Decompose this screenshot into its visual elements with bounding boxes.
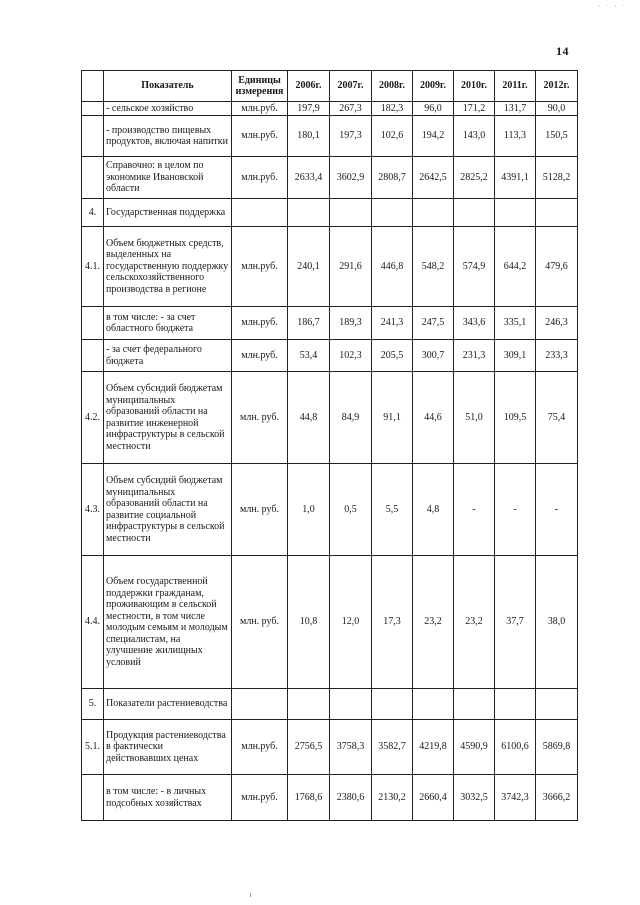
row-label: в том числе: - за счет областного бюджета (104, 307, 232, 340)
row-value: 309,1 (495, 340, 536, 372)
row-value: - (454, 464, 495, 556)
row-value: 96,0 (413, 102, 454, 116)
row-value: 4391,1 (495, 157, 536, 199)
row-value (454, 689, 495, 720)
row-value: 5869,8 (536, 720, 578, 775)
row-value: 574,9 (454, 227, 495, 307)
row-value: 3032,5 (454, 775, 495, 821)
row-value: 102,6 (372, 116, 413, 157)
header-year-2006: 2006г. (288, 71, 330, 102)
table-row (82, 372, 578, 464)
row-value (288, 199, 330, 227)
row-value: 3742,3 (495, 775, 536, 821)
row-value: 6100,6 (495, 720, 536, 775)
table-row (82, 307, 578, 340)
header-year-2011: 2011г. (495, 71, 536, 102)
row-value: 53,4 (288, 340, 330, 372)
row-value: 186,7 (288, 307, 330, 340)
header-year-2008: 2008г. (372, 71, 413, 102)
row-value (288, 689, 330, 720)
row-value: 91,1 (372, 372, 413, 464)
row-unit: млн.руб. (232, 102, 288, 116)
row-value: 3582,7 (372, 720, 413, 775)
row-value: 44,8 (288, 372, 330, 464)
row-value: 2660,4 (413, 775, 454, 821)
row-value: - (495, 464, 536, 556)
row-value: 231,3 (454, 340, 495, 372)
row-value: 38,0 (536, 556, 578, 689)
row-value: 17,3 (372, 556, 413, 689)
row-index: 4. (82, 199, 104, 227)
row-value: 548,2 (413, 227, 454, 307)
table-row (82, 720, 578, 775)
row-index (82, 340, 104, 372)
row-value (330, 689, 372, 720)
table-row (82, 464, 578, 556)
row-value: 189,3 (330, 307, 372, 340)
table-body (82, 102, 578, 821)
row-value: 197,9 (288, 102, 330, 116)
row-value: 1768,6 (288, 775, 330, 821)
row-value: 113,3 (495, 116, 536, 157)
row-value: 2825,2 (454, 157, 495, 199)
row-value: 446,8 (372, 227, 413, 307)
row-label: - сельское хозяйство (104, 102, 232, 116)
row-value: 150,5 (536, 116, 578, 157)
row-unit: млн.руб. (232, 157, 288, 199)
row-value: 4,8 (413, 464, 454, 556)
header-indicator: Показатель (104, 71, 232, 102)
table-row (82, 116, 578, 157)
corner-mark: ‘ ˙ ‘ ˙ (598, 4, 627, 12)
row-label: Продукция растениеводства в фактически действовавших ценах (104, 720, 232, 775)
row-value: 2380,6 (330, 775, 372, 821)
row-value: 12,0 (330, 556, 372, 689)
row-unit: млн.руб. (232, 116, 288, 157)
row-value: 197,3 (330, 116, 372, 157)
row-value (413, 689, 454, 720)
row-value: 2756,5 (288, 720, 330, 775)
row-label: Объем субсидий бюджетам муниципальных образований области на развитие социальной инфраструктуры в сельской местности (104, 464, 232, 556)
row-value: 84,9 (330, 372, 372, 464)
page-number: 14 (556, 44, 569, 58)
row-value: 205,5 (372, 340, 413, 372)
row-value (454, 199, 495, 227)
row-index (82, 102, 104, 116)
header-year-2012: 2012г. (536, 71, 578, 102)
row-label: - производство пищевых продуктов, включая напитки (104, 116, 232, 157)
row-value: 10,8 (288, 556, 330, 689)
row-value: 2808,7 (372, 157, 413, 199)
row-value: 5,5 (372, 464, 413, 556)
row-value: 23,2 (413, 556, 454, 689)
row-label: в том числе: - в личных подсобных хозяйствах (104, 775, 232, 821)
row-unit (232, 199, 288, 227)
row-unit (232, 689, 288, 720)
row-value: 23,2 (454, 556, 495, 689)
row-value (372, 199, 413, 227)
row-value (413, 199, 454, 227)
row-index: 5.1. (82, 720, 104, 775)
table-row (82, 775, 578, 821)
table-row (82, 157, 578, 199)
row-index: 4.2. (82, 372, 104, 464)
row-value: 75,4 (536, 372, 578, 464)
row-value: 246,3 (536, 307, 578, 340)
table-row (82, 199, 578, 227)
row-value: 343,6 (454, 307, 495, 340)
row-unit: млн.руб. (232, 340, 288, 372)
row-value: 233,3 (536, 340, 578, 372)
row-value (372, 689, 413, 720)
table-row (82, 227, 578, 307)
row-value: 131,7 (495, 102, 536, 116)
row-label: - за счет федерального бюджета (104, 340, 232, 372)
row-unit: млн.руб. (232, 307, 288, 340)
row-value (536, 689, 578, 720)
row-value: 291,6 (330, 227, 372, 307)
header-year-2010: 2010г. (454, 71, 495, 102)
row-index: 5. (82, 689, 104, 720)
row-value: - (536, 464, 578, 556)
row-unit: млн.руб. (232, 720, 288, 775)
row-value: 109,5 (495, 372, 536, 464)
row-value: 3666,2 (536, 775, 578, 821)
row-value: 4219,8 (413, 720, 454, 775)
row-value: 2642,5 (413, 157, 454, 199)
row-index: 4.4. (82, 556, 104, 689)
scan-mark (250, 893, 251, 897)
row-index (82, 157, 104, 199)
row-unit: млн. руб. (232, 372, 288, 464)
row-value: 300,7 (413, 340, 454, 372)
row-value: 51,0 (454, 372, 495, 464)
row-value: 102,3 (330, 340, 372, 372)
data-table (81, 70, 578, 821)
header-year-2009: 2009г. (413, 71, 454, 102)
row-value (495, 199, 536, 227)
row-unit: млн. руб. (232, 556, 288, 689)
row-label: Объем государственной поддержки гражданам, проживающим в сельской местности, в том числе молодым семьям и молодым специалистам, на улучшение жилищных условий (104, 556, 232, 689)
row-value: 37,7 (495, 556, 536, 689)
row-index: 4.1. (82, 227, 104, 307)
row-value: 180,1 (288, 116, 330, 157)
table-row (82, 340, 578, 372)
row-value: 644,2 (495, 227, 536, 307)
row-value: 247,5 (413, 307, 454, 340)
row-value: 241,3 (372, 307, 413, 340)
row-value (330, 199, 372, 227)
table-row (82, 689, 578, 720)
row-value: 240,1 (288, 227, 330, 307)
row-value: 171,2 (454, 102, 495, 116)
row-value: 3602,9 (330, 157, 372, 199)
row-value: 90,0 (536, 102, 578, 116)
row-unit: млн.руб. (232, 775, 288, 821)
row-index: 4.3. (82, 464, 104, 556)
row-value: 1,0 (288, 464, 330, 556)
row-value (495, 689, 536, 720)
row-index (82, 775, 104, 821)
header-index (82, 71, 104, 102)
row-value: 143,0 (454, 116, 495, 157)
row-value: 5128,2 (536, 157, 578, 199)
row-index (82, 307, 104, 340)
row-value: 2633,4 (288, 157, 330, 199)
row-unit: млн.руб. (232, 227, 288, 307)
table-row (82, 102, 578, 116)
row-value (536, 199, 578, 227)
row-value: 44,6 (413, 372, 454, 464)
row-label: Объем бюджетных средств, выделенных на государственную поддержку сельскохозяйственного производства в регионе (104, 227, 232, 307)
table-row (82, 556, 578, 689)
header-row (82, 71, 578, 102)
row-value: 194,2 (413, 116, 454, 157)
row-unit: млн. руб. (232, 464, 288, 556)
header-year-2007: 2007г. (330, 71, 372, 102)
row-value: 3758,3 (330, 720, 372, 775)
row-label: Объем субсидий бюджетам муниципальных образований области на развитие инженерной инфраструктуры в сельской местности (104, 372, 232, 464)
row-value: 2130,2 (372, 775, 413, 821)
row-label: Справочно: в целом по экономике Ивановской области (104, 157, 232, 199)
row-value: 4590,9 (454, 720, 495, 775)
header-unit: Единицы измерения (232, 71, 288, 102)
row-index (82, 116, 104, 157)
row-value: 267,3 (330, 102, 372, 116)
row-value: 0,5 (330, 464, 372, 556)
row-value: 479,6 (536, 227, 578, 307)
row-value: 182,3 (372, 102, 413, 116)
row-value: 335,1 (495, 307, 536, 340)
row-label: Показатели растениеводства (104, 689, 232, 720)
row-label: Государственная поддержка (104, 199, 232, 227)
